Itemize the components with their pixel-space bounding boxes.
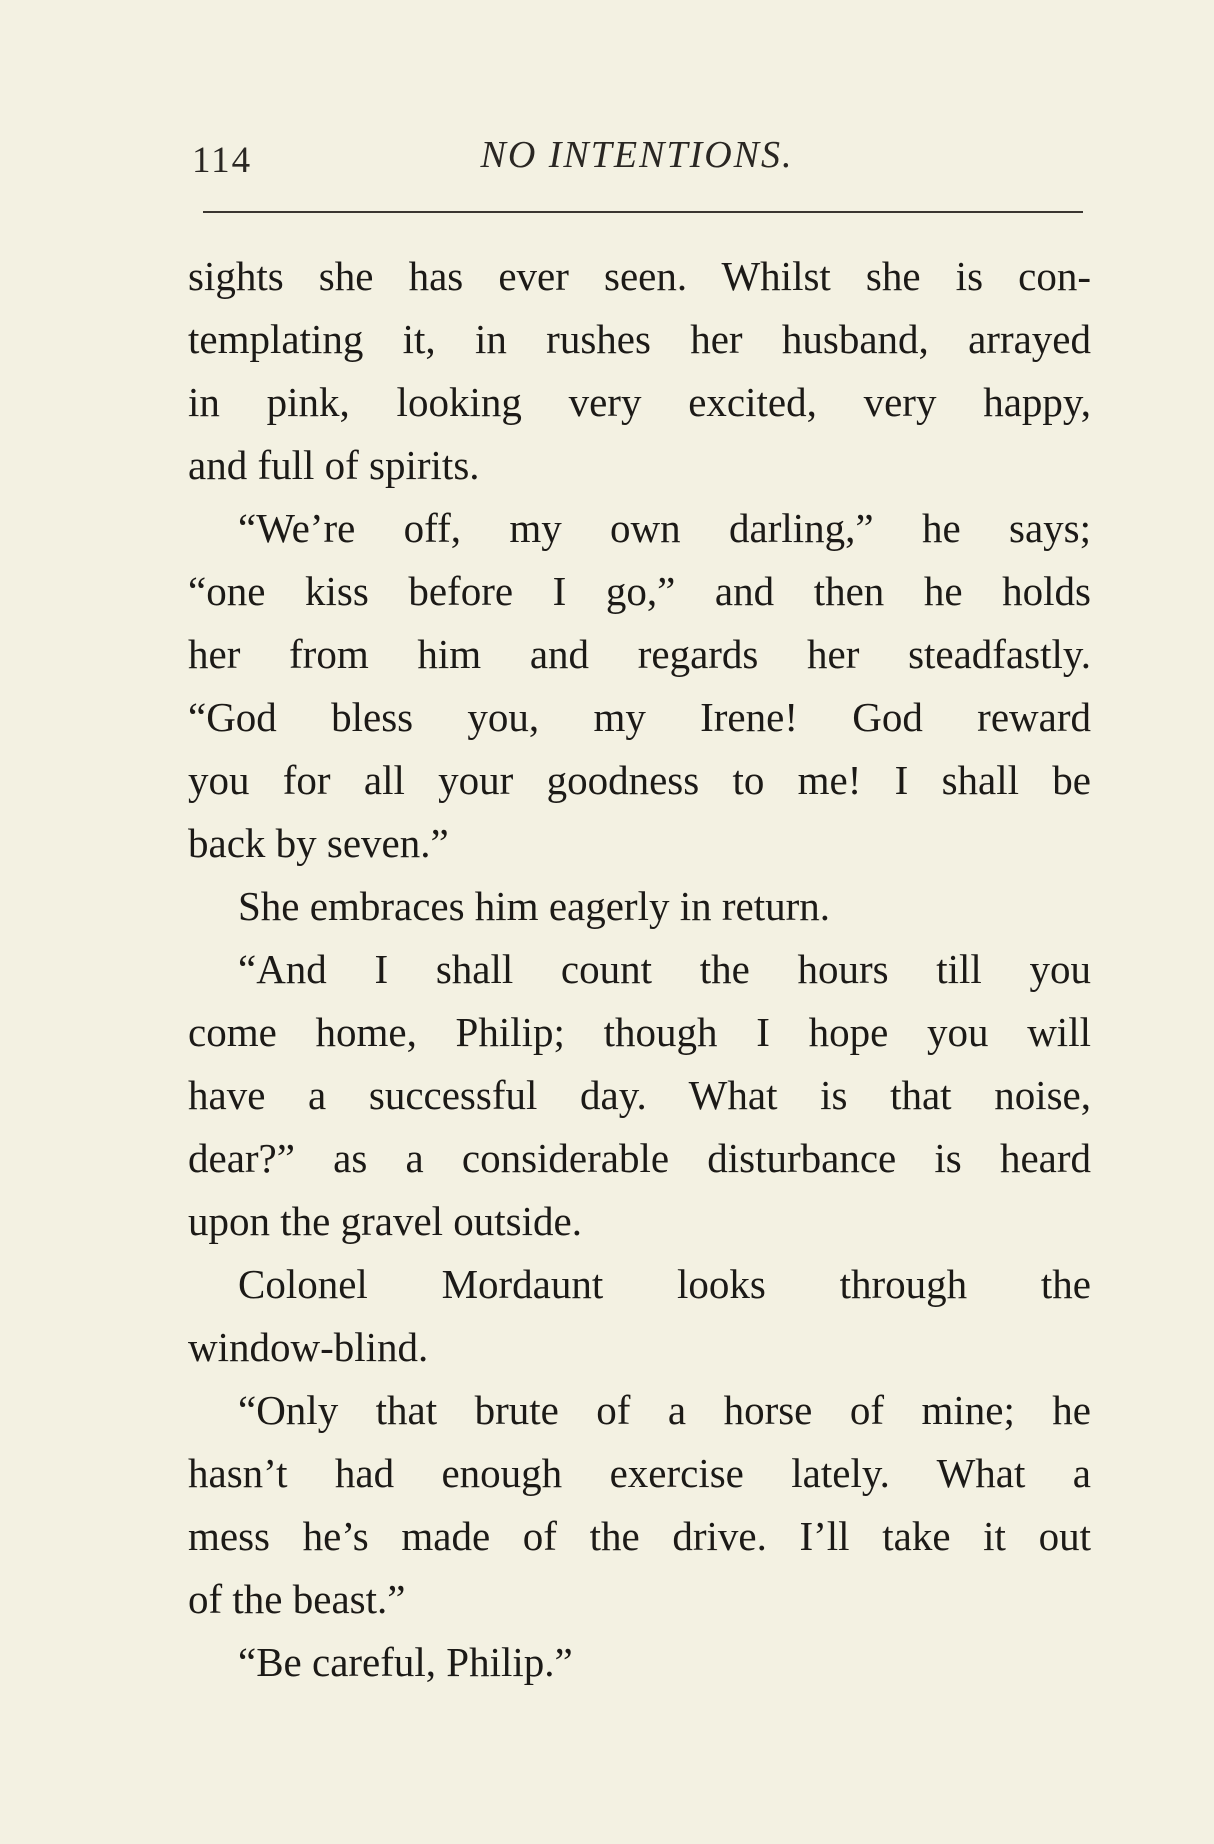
text-line: and full of spirits. <box>188 442 480 488</box>
running-head <box>192 133 1082 189</box>
text-line: “And I shall count the hours till you <box>238 946 1091 992</box>
header-rule <box>203 211 1083 213</box>
text-line: mess he’s made of the drive. I’ll take it out <box>188 1513 1091 1559</box>
text-line: window-blind. <box>188 1324 429 1370</box>
text-line: come home, Philip; though I hope you will <box>188 1009 1091 1055</box>
text-line: have a successful day. What is that noise, <box>188 1072 1091 1118</box>
text-line: upon the gravel outside. <box>188 1198 582 1244</box>
text-line: you for all your goodness to me! I shall be <box>188 757 1091 803</box>
text-line: of the beast.” <box>188 1576 406 1622</box>
text-line: “Only that brute of a horse of mine; he <box>238 1387 1091 1433</box>
body-text <box>188 245 1091 1694</box>
text-line: dear?” as a considerable disturbance is heard <box>188 1135 1091 1181</box>
text-line: in pink, looking very excited, very happy, <box>188 379 1091 425</box>
running-title: NO INTENTIONS. <box>480 134 794 176</box>
text-line: sights she has ever seen. Whilst she is con- <box>188 253 1091 299</box>
text-line: She embraces him eagerly in return. <box>238 883 830 929</box>
text-line: back by seven.” <box>188 820 449 866</box>
text-line: “God bless you, my Irene! God reward <box>188 694 1091 740</box>
text-line: hasn’t had enough exercise lately. What a <box>188 1450 1091 1496</box>
text-line: “We’re off, my own darling,” he says; <box>238 505 1091 551</box>
page-number: 114 <box>192 140 253 181</box>
text-line: Colonel Mordaunt looks through the <box>238 1261 1091 1307</box>
text-line: templating it, in rushes her husband, arrayed <box>188 316 1091 362</box>
text-line: her from him and regards her steadfastly. <box>188 631 1091 677</box>
text-line: “one kiss before I go,” and then he holds <box>188 568 1091 614</box>
text-line: “Be careful, Philip.” <box>238 1639 573 1685</box>
